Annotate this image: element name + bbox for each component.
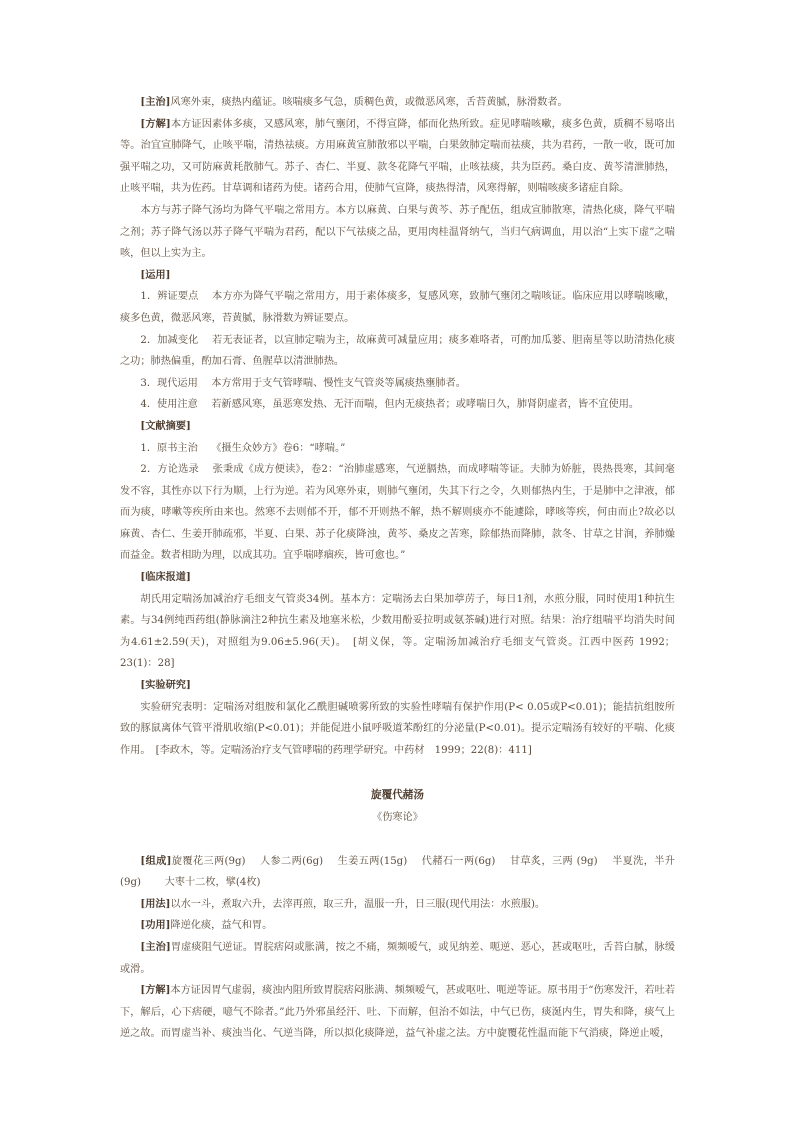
document-page: [120, 92, 675, 1045]
paragraph-zhuzhi-2: [主治]胃虚痰阻气逆证。胃脘痞闷或胀满，按之不痛，频频嗳气，或见纳差、呃逆、恶心，甚或呕吐，舌苔白腻，脉缓或滑。: [120, 940, 675, 975]
list-item: 1．原书主治 《摄生众妙方》卷6：“哮喘。”: [140, 442, 346, 454]
paragraph-zucheng: [组成]旋覆花三两(9g) 人参二两(6g) 生姜五两(15g) 代赭石一两(6g) 甘草炙，三两 (9g) 半夏洗，半升(9g) 大枣十二枚，擘(4枚): [120, 854, 675, 889]
paragraph-fangjie-2: [方解]本方证因胃气虚弱，痰浊内阻所致胃脘痞闷胀满、频频嗳气，甚或呕吐、呃逆等证。原书用于“伤寒发汗，若吐若下，解后，心下痞硬，噫气不除者。”此乃外邪虽经汗、吐、下而解，但治不如法，中气已伤，痰涎内生，胃失和降，痰气上逆之故。而胃虚当补、痰浊当化、气逆当降，所以拟化痰降逆，益气补虚之法。方中旋覆花性温而能下气消痰，降逆止嗳，: [120, 984, 676, 1040]
paragraph-compare: 本方与苏子降气汤均为降气平喘之常用方。本方以麻黄、白果与黄芩、苏子配伍，组成宣肺散寒，清热化痰，降气平喘之剂；苏子降气汤以苏子降气平喘为君药，配以下气祛痰之品，更用肉桂温肾纳气，当归气病调血，用以治“上实下虚”之喘咳，但以上实为主。: [120, 204, 675, 260]
paragraph-fangjie: [方解]本方证因素体多痰，又感风寒，肺气壅闭，不得宣降，郁而化热所致。症见哮喘咳嗽，痰多色黄，质稠不易咯出等。治宜宣肺降气，止咳平喘，清热祛痰。方用麻黄宣肺散邪以平喘，白果敛肺定喘而祛痰，共为君药，一散一收，既可加强平喘之功，又可防麻黄耗散肺气。苏子、杏仁、半夏、款冬花降气平喘，止咳祛痰，共为臣药。桑白皮、黄芩清泄肺热，止咳平喘，共为佐药。甘草调和诸药为使。诸药合用，使肺气宣降，痰热得清，风寒得解，则喘咳痰多诸症自除。: [120, 117, 675, 195]
section-label: [主治]: [140, 96, 171, 108]
section-label: [功用]: [140, 919, 171, 932]
section-label: [主治]: [140, 940, 171, 953]
paragraph-zhuzhi: [主治]风寒外束，痰热内蕴证。咳喘痰多气急，质稠色黄，或微恶风寒，舌苔黄腻，脉滑数者。: [140, 96, 568, 108]
list-item: 2．方论选录 张秉成《成方便读》，卷2：“治肺虚感寒，气逆膈热，而成哮喘等证。夫肺为娇脏，畏热畏寒，其间毫发不容，其性亦以下行为顺，上行为逆。若为风寒外束，则肺气壅闭，失其下行之令，久则郁热内生，于是肺中之津液，郁而为痰，哮嗽等疾所由来也。然寒不去则郁不开，郁不开则热不解，热不解则痰亦不能遽除，哮咳等疾，何由而止?故必以麻黄、杏仁、生姜开肺疏邪，半夏、白果、苏子化痰降浊，黄芩、桑皮之苦寒，除郁热而降肺，款冬、甘草之甘润，养肺燥而益金。数者相助为理，以成其功。宜乎喘哮痼疾，皆可愈也。”: [120, 464, 675, 562]
list-item: 3．现代运用 本方常用于支气管哮喘、慢性支气管炎等属痰热壅肺者。: [140, 377, 466, 389]
section-label: [方解]: [140, 984, 171, 997]
heading-shiyan: [实验研究]: [140, 679, 191, 692]
section-label: [方解]: [140, 117, 171, 130]
section-label: [组成]: [140, 854, 172, 867]
list-item: 4．使用注意 若新感风寒，虽恶寒发热、无汗而喘，但内无痰热者；或哮喘日久，肺肾阴虚者，皆不宜使用。: [140, 399, 640, 411]
heading-wenxian: [文献摘要]: [140, 419, 191, 432]
list-item: 2．加减变化 若无表证者，以宣肺定喘为主，故麻黄可减量应用；痰多难咯者，可酌加瓜蒌、胆南星等以助清热化痰之功；肺热偏重，酌加石膏、鱼腥草以清泄肺热。: [120, 334, 675, 368]
heading-linchuang: [临床报道]: [140, 571, 191, 584]
paragraph-linchuang: 胡氏用定喘汤加减治疗毛细支气管炎34例。基本方：定喘汤去白果加葶苈子，每日1剂，水煎分服，同时使用1种抗生素。与34例纯西药组(静脉滴注2种抗生素及地塞米松，少数用酚妥拉明或氨茶碱)进行对照。结果：治疗组喘平均消失时间为4.61±2.59(天)，对照组为9.06±5.96(天)。 [胡义保，等。定喘汤加减治疗毛细支气管炎。江西中医药 1992；23(1)：28]: [120, 593, 675, 670]
paragraph-gongyong: [功用]降逆化痰，益气和胃。: [140, 919, 273, 932]
formula-title: 旋覆代赭汤: [371, 789, 424, 802]
list-item: 1．辨证要点 本方亦为降气平喘之常用方，用于素体痰多，复感风寒，致肺气壅闭之喘咳证。临床应用以哮喘咳嗽，痰多色黄，微恶风寒，苔黄腻，脉滑数为辨证要点。: [120, 291, 675, 324]
paragraph-shiyan: 实验研究表明：定喘汤对组胺和氯化乙酰胆碱喷雾所致的实验性哮喘有保护作用(P< 0.05或P<0.01)；能拮抗组胺所致的豚鼠离体气管平滑肌收缩(P<0.01)；并能促进小鼠呼吸道苯酚红的分泌量(P<0.01)。提示定喘汤有较好的平喘、化痰作用。 [李政木，等。定喘汤治疗支气管哮喘的药理学研究。中药材 1999；22(8)：411]: [120, 701, 675, 756]
heading-yunyong: [运用]: [140, 268, 171, 281]
paragraph-yongfa: [用法]以水一斗，煮取六升，去滓再煎，取三升，温服一升，日三服(现代用法：水煎服)。: [140, 897, 546, 910]
formula-source: 《伤寒论》: [372, 812, 423, 823]
section-label: [用法]: [140, 897, 171, 910]
